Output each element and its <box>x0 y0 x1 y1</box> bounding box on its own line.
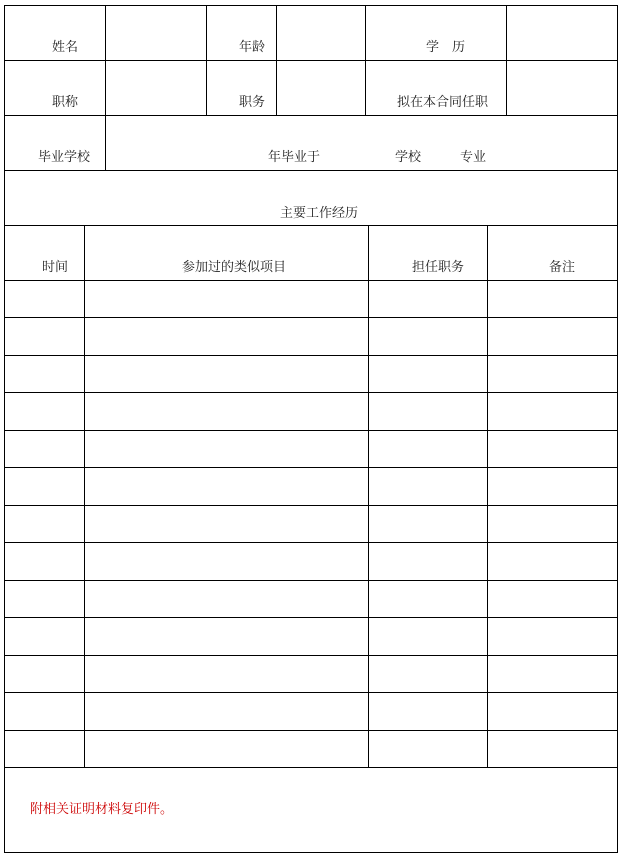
divider-col-d <box>365 5 366 116</box>
table-row-divider <box>4 392 618 393</box>
position-label: 职务 <box>239 95 266 110</box>
divider-row-1 <box>4 60 618 61</box>
attachment-note: 附相关证明材料复印件。 <box>30 802 174 817</box>
table-row-divider <box>4 317 618 318</box>
divider-row-3 <box>4 170 618 171</box>
divider-column-header <box>4 280 618 281</box>
table-row-divider <box>4 430 618 431</box>
table-row-divider <box>4 505 618 506</box>
table-row-divider <box>4 542 618 543</box>
school-label: 毕业学校 <box>38 150 91 165</box>
column-header-role: 担任职务 <box>412 260 465 275</box>
column-header-remarks: 备注 <box>549 260 576 275</box>
divider-section-title <box>4 225 618 226</box>
grad-year-text: 年毕业于 <box>268 150 321 165</box>
divider-col-role <box>487 225 488 768</box>
table-row-divider <box>4 692 618 693</box>
major-label: 专业 <box>460 150 487 165</box>
table-row-divider <box>4 355 618 356</box>
section-title: 主要工作经历 <box>280 206 359 221</box>
divider-col-e <box>506 5 507 116</box>
name-label: 姓名 <box>52 40 79 55</box>
divider-col-b <box>206 5 207 116</box>
divider-col-time <box>84 225 85 768</box>
table-row-divider <box>4 467 618 468</box>
planned-role-label: 拟在本合同任职 <box>397 95 489 110</box>
divider-table-bottom <box>4 767 618 768</box>
school-suffix-text: 学校 <box>395 150 422 165</box>
table-row-divider <box>4 655 618 656</box>
divider-col-c <box>276 5 277 116</box>
divider-row-2 <box>4 115 618 116</box>
divider-col-project <box>368 225 369 768</box>
age-label: 年龄 <box>239 40 266 55</box>
resume-form <box>4 5 618 853</box>
title-label: 职称 <box>52 95 79 110</box>
table-row-divider <box>4 617 618 618</box>
education-label: 学 历 <box>426 40 466 55</box>
table-row-divider <box>4 580 618 581</box>
column-header-time: 时间 <box>42 260 69 275</box>
divider-col-a <box>105 5 106 171</box>
table-row-divider <box>4 730 618 731</box>
column-header-project: 参加过的类似项目 <box>182 260 287 275</box>
